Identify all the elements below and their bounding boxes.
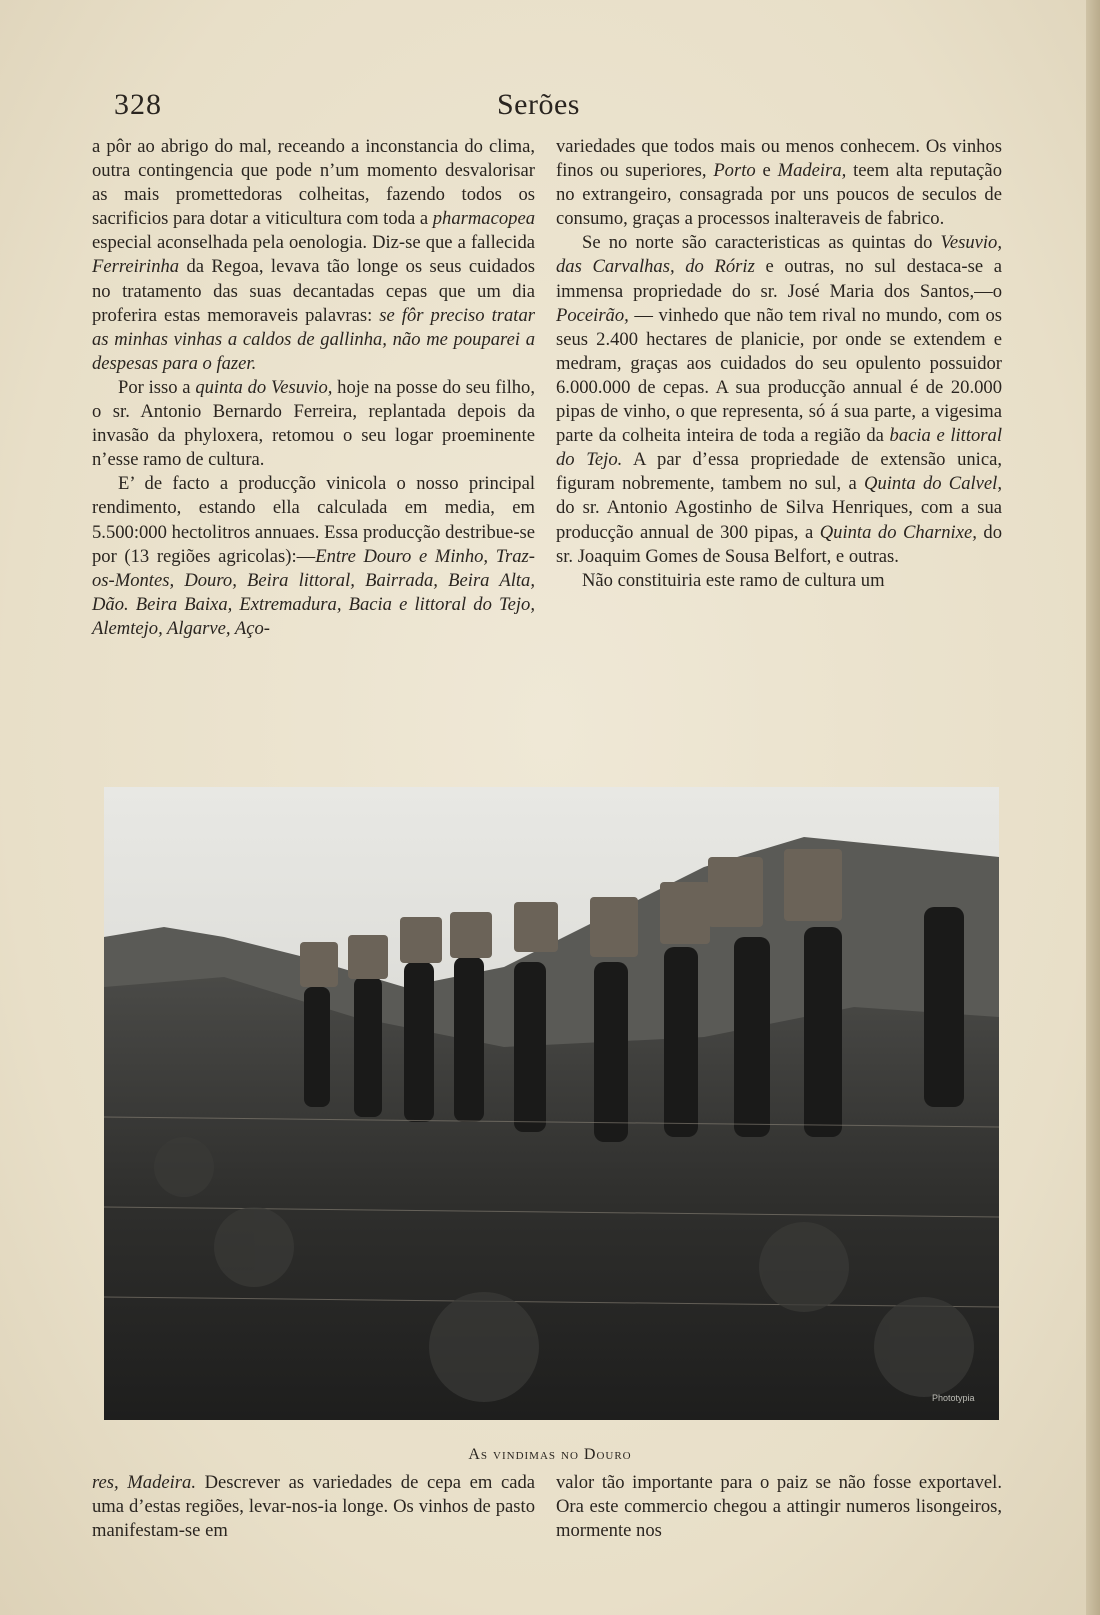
page-header [0,88,1100,128]
left-column [92,135,535,641]
page-number: 328 [114,88,162,121]
photo-credit: Phototypia [932,1393,975,1403]
bottom-right-column [556,1471,1002,1543]
running-title: Serões [497,88,580,121]
book-spine-edge [1086,0,1100,1615]
vintage-photograph [104,787,999,1420]
paragraph: Se no norte são caracteristicas as quintas do Vesuvio, das Carvalhas, do Róriz e outras, no sul destaca-se a immensa propriedade do sr. José Maria dos Santos,—o Poceirão, — vinhedo que não tem rival no mundo, com os seus 2.400 hectares de planicie, por onde se extendem e medram, graças aos cuidados do seu opulento possuidor 6.000.000 de cepas. A sua producção annual é de 20.000 pipas de vinho, o que representa, só á sua parte, a vigesima parte da colheita inteira de toda a região da bacia e littoral do Tejo. A par d’essa propriedade de extensão unica, figuram nobremente, tambem no sul, a Quinta do Calvel, do sr. Antonio Agostinho de Silva Henriques, com a sua producção annual de 300 pipas, a Quinta do Charnixe, do sr. Joaquim Gomes de Sousa Belfort, e outras. [556,232,1003,567]
paragraph: a pôr ao abrigo do mal, receando a inconstancia do clima, outra contingencia que pode n’um momento desvalorisar as mais promettedoras colheitas, fazendo todos os sacrificios para dotar a viticultura com toda a pharmacopea especial aconselhada pela oenologia. Diz-se que a fallecida Ferreirinha da Regoa, levava tão longe os seus cuidados no tratamento das suas decantadas cepas que um dia proferira estas memoraveis palavras: se fôr preciso tratar as minhas vinhas a caldos de gallinha, não me pouparei a despesas para o fazer. [92,136,535,374]
paragraph: E’ de facto a producção vinicola o nosso principal rendimento, estando ella calculada em media, em 5.500:000 hectolitros annuaes. Essa producção destribue-se por (13 regiões agricolas):—Entre Douro e Minho, Traz-os-Montes, Douro, Beira littoral, Bairrada, Beira Alta, Dão. Beira Baixa, Extremadura, Bacia e littoral do Tejo, Alemtejo, Algarve, Aço- [92,473,535,639]
paragraph: Não constituiria este ramo de cultura um [582,569,885,591]
paragraph: Por isso a quinta do Vesuvio, hoje na posse do seu filho, o sr. Antonio Bernardo Ferreira, replantada depois da invasão da phyloxera, retomou o seu logar proeminente n’esse ramo de cultura. [92,376,536,471]
paragraph: valor tão importante para o paiz se não fosse exportavel. Ora este commercio chegou a attingir numeros lisongeiros, mormente nos [556,1472,1002,1542]
paragraph: res, Madeira. Descrever as variedades de cepa em cada uma d’estas regiões, levar-nos-ia longe. Os vinhos de pasto manifestam-se em [92,1472,535,1542]
bottom-left-column [92,1471,535,1543]
figure-caption: As vindimas no Douro [468,1446,632,1463]
grape-harvest-illustration [104,787,999,1420]
paragraph: variedades que todos mais ou menos conhecem. Os vinhos finos ou superiores, Porto e Madeira, teem alta reputação no extrangeiro, consagrada por uns poucos de seculos de consumo, graças a processos inalteraveis de fabrico. [556,136,1002,230]
right-column [556,135,1002,593]
